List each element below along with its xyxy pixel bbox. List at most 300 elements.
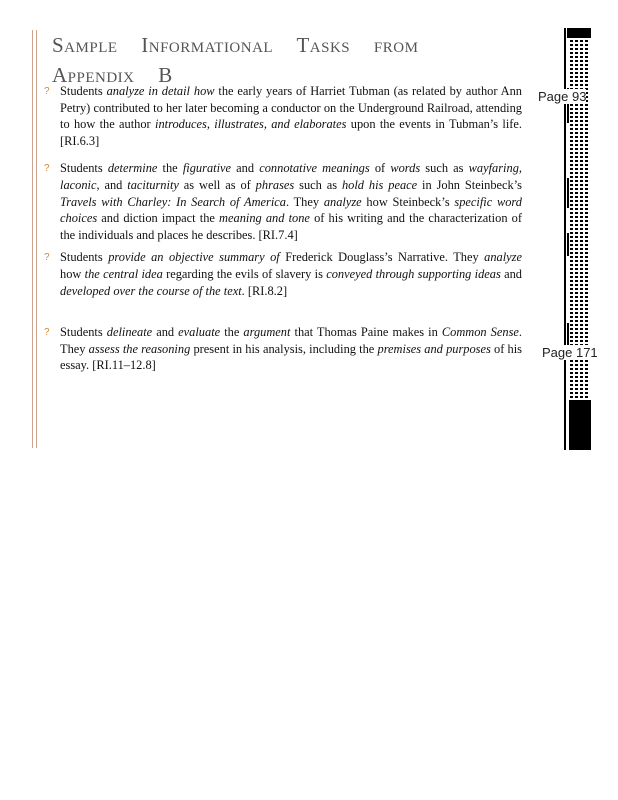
barcode-bar	[585, 292, 588, 294]
text-run: . They	[286, 194, 324, 209]
barcode-bar	[570, 276, 573, 278]
barcode-bar	[570, 112, 573, 114]
emphasized-text: assess the reasoning	[88, 341, 191, 356]
barcode-bar	[580, 332, 583, 334]
barcode-bar	[585, 164, 588, 166]
barcode-bar	[570, 320, 573, 322]
barcode-bar	[575, 256, 578, 258]
barcode-bar	[575, 208, 578, 210]
barcode-bar	[580, 196, 583, 198]
barcode-bar	[580, 340, 583, 342]
barcode-bar	[575, 164, 578, 166]
barcode-bar	[580, 244, 583, 246]
barcode-bar	[575, 56, 578, 58]
barcode-bar	[575, 296, 578, 298]
task-item	[44, 83, 522, 149]
barcode-bar	[585, 228, 588, 230]
emphasized-text: hold his peace	[341, 177, 418, 192]
barcode-bar	[575, 108, 578, 110]
barcode-bar	[570, 336, 573, 338]
barcode-bar	[580, 204, 583, 206]
barcode-bar	[567, 323, 569, 346]
task-list	[44, 83, 522, 374]
barcode-bar	[580, 264, 583, 266]
barcode-bar	[585, 376, 588, 378]
barcode-bar	[570, 84, 573, 86]
barcode-bar	[570, 288, 573, 290]
barcode-bar	[580, 380, 583, 382]
barcode-bar	[575, 112, 578, 114]
barcode-bar	[585, 184, 588, 186]
barcode-bar	[575, 392, 578, 394]
margin-rule-inner	[36, 30, 37, 448]
barcode-bar	[575, 196, 578, 198]
barcode-bar	[575, 364, 578, 366]
barcode-bar	[580, 64, 583, 66]
barcode-bar	[570, 280, 573, 282]
text-run: how Steinbeck’s	[361, 194, 455, 209]
barcode-bar	[585, 256, 588, 258]
barcode-bar	[570, 148, 573, 150]
barcode-bar	[585, 68, 588, 70]
barcode-bar	[580, 392, 583, 394]
page-title: Sample Informational Tasks from Appendix B	[52, 33, 419, 87]
barcode-bar	[570, 124, 573, 126]
barcode-bar	[580, 284, 583, 286]
barcode-bar	[575, 248, 578, 250]
barcode-bar	[575, 236, 578, 238]
barcode-bar	[575, 320, 578, 322]
barcode-bar	[580, 48, 583, 50]
barcode-bar	[585, 64, 588, 66]
emphasized-text: argument	[243, 325, 291, 340]
barcode-bar	[585, 48, 588, 50]
barcode-bar	[580, 308, 583, 310]
barcode-bar	[575, 324, 578, 326]
barcode-bar	[580, 316, 583, 318]
barcode-bar	[580, 188, 583, 190]
barcode-bar	[580, 368, 583, 370]
barcode-bar	[580, 396, 583, 398]
barcode-bar	[575, 240, 578, 242]
text-run: as well as of	[178, 177, 256, 192]
barcode-bar	[580, 300, 583, 302]
barcode-bar	[585, 320, 588, 322]
task-item	[44, 324, 522, 374]
emphasized-text: analyze	[484, 250, 522, 265]
bullet-icon: ?	[44, 163, 50, 175]
barcode-bar	[585, 300, 588, 302]
bullet-icon: ?	[44, 252, 50, 264]
barcode-bar	[580, 276, 583, 278]
barcode-bar	[585, 156, 588, 158]
barcode-bar	[580, 212, 583, 214]
barcode-bar	[585, 276, 588, 278]
barcode-bar	[580, 84, 583, 86]
bullet-icon: ?	[44, 327, 50, 339]
barcode-bar	[570, 296, 573, 298]
barcode-bar	[580, 164, 583, 166]
task-text	[60, 325, 522, 372]
barcode-bar	[575, 200, 578, 202]
barcode-bar	[570, 268, 573, 270]
barcode-bar	[567, 233, 569, 256]
barcode-bar	[575, 136, 578, 138]
barcode-bar	[575, 252, 578, 254]
barcode-bar	[575, 228, 578, 230]
barcode-bar	[580, 68, 583, 70]
emphasized-text: delineate	[106, 325, 153, 340]
barcode-bar	[585, 212, 588, 214]
barcode-bar	[575, 188, 578, 190]
barcode-bar	[585, 364, 588, 366]
text-run: the early years of Harriet Tubman (as related by author Ann Petry) contributed to her later becoming a conductor on the Underground Railroad, attending to how the author	[60, 84, 523, 132]
barcode-bar	[570, 300, 573, 302]
barcode-bar	[585, 316, 588, 318]
barcode-bar	[580, 292, 583, 294]
barcode-bar	[570, 392, 573, 394]
emphasized-text: determine	[107, 161, 158, 176]
barcode-bar	[580, 132, 583, 134]
barcode-bar	[575, 172, 578, 174]
barcode-bar	[570, 228, 573, 230]
barcode-bar	[575, 276, 578, 278]
barcode-bar	[580, 256, 583, 258]
barcode-bar	[585, 104, 588, 106]
text-run: . They	[60, 325, 522, 356]
barcode-bar	[580, 136, 583, 138]
barcode-bar	[570, 192, 573, 194]
barcode-bar	[580, 336, 583, 338]
barcode-bar	[575, 388, 578, 390]
barcode-bar	[585, 112, 588, 114]
barcode-bar	[575, 284, 578, 286]
barcode-bar	[575, 328, 578, 330]
barcode-bar	[585, 136, 588, 138]
barcode-bar	[570, 324, 573, 326]
barcode-bar	[570, 128, 573, 130]
barcode-bar	[580, 116, 583, 118]
page-reference-label: Page 171	[542, 345, 598, 360]
emphasized-text: phrases	[255, 177, 295, 192]
barcode-bar	[570, 252, 573, 254]
barcode-bar	[570, 224, 573, 226]
barcode-bar	[580, 76, 583, 78]
barcode-bar	[585, 216, 588, 218]
barcode-bar	[575, 64, 578, 66]
barcode-bar	[570, 364, 573, 366]
barcode-bar	[575, 168, 578, 170]
barcode-bar	[570, 152, 573, 154]
barcode-bar	[585, 188, 588, 190]
barcode-bar	[580, 180, 583, 182]
barcode-bar	[585, 132, 588, 134]
barcode-bar	[570, 120, 573, 122]
barcode-bar	[580, 140, 583, 142]
text-run: Students	[60, 250, 109, 265]
barcode-bar	[585, 180, 588, 182]
barcode-bar	[585, 388, 588, 390]
barcode-bar	[570, 380, 573, 382]
emphasized-text: provide an objective summary of	[108, 250, 280, 265]
barcode-bar	[585, 392, 588, 394]
barcode-bar	[575, 40, 578, 42]
barcode-bar	[585, 140, 588, 142]
barcode-bar	[575, 376, 578, 378]
text-run: Frederick Douglass’s Narrative. They	[279, 250, 485, 265]
barcode-bar	[580, 288, 583, 290]
barcode-bar	[580, 52, 583, 54]
barcode-bar	[585, 172, 588, 174]
barcode-bar	[580, 320, 583, 322]
barcode-bar	[585, 168, 588, 170]
barcode-bar	[585, 116, 588, 118]
emphasized-text: figurative	[182, 161, 232, 176]
barcode-bar	[575, 60, 578, 62]
barcode-bar	[575, 144, 578, 146]
barcode-bar	[585, 368, 588, 370]
text-run: in John Steinbeck’s	[417, 177, 522, 192]
emphasized-text: specific word choices	[60, 194, 522, 226]
barcode-bar	[585, 304, 588, 306]
emphasized-text: words	[390, 161, 421, 176]
barcode-bar	[580, 312, 583, 314]
barcode-bar	[570, 176, 573, 178]
barcode-bar	[585, 380, 588, 382]
barcode-bar	[580, 160, 583, 162]
barcode-bar	[575, 336, 578, 338]
barcode-bar	[570, 244, 573, 246]
barcode-bar	[580, 60, 583, 62]
barcode-bar	[580, 144, 583, 146]
barcode-bar	[580, 260, 583, 262]
text-run: present in his analysis, including the	[190, 341, 378, 356]
barcode-bar	[570, 180, 573, 182]
barcode-bar	[585, 148, 588, 150]
barcode-bar	[570, 140, 573, 142]
barcode-bar	[580, 184, 583, 186]
barcode-bar	[580, 224, 583, 226]
barcode-bar	[575, 244, 578, 246]
text-run: the	[157, 161, 183, 176]
barcode-bar	[575, 156, 578, 158]
emphasized-text: connotative meanings	[259, 161, 370, 176]
barcode-bar	[575, 192, 578, 194]
barcode-bar	[575, 48, 578, 50]
barcode-bar	[585, 208, 588, 210]
text-run: such as	[420, 161, 469, 176]
barcode-bar	[585, 152, 588, 154]
barcode-bar	[570, 116, 573, 118]
barcode-bar	[570, 160, 573, 162]
barcode-bar	[580, 240, 583, 242]
emphasized-text: evaluate	[178, 325, 221, 340]
barcode-bar	[580, 108, 583, 110]
barcode-bar	[585, 324, 588, 326]
barcode-bar	[575, 360, 578, 362]
emphasized-text: premises and purposes	[377, 341, 491, 356]
barcode-bar	[585, 248, 588, 250]
barcode-bar	[585, 372, 588, 374]
barcode-bar	[570, 184, 573, 186]
barcode-bar	[575, 124, 578, 126]
barcode-bar	[575, 340, 578, 342]
barcode-bar	[575, 232, 578, 234]
barcode-bar	[570, 72, 573, 74]
barcode-bar	[567, 178, 569, 208]
barcode-bar	[575, 76, 578, 78]
barcode-bar	[585, 220, 588, 222]
barcode-bar	[575, 316, 578, 318]
barcode-bar	[585, 252, 588, 254]
barcode-bar	[585, 196, 588, 198]
barcode-bar	[580, 176, 583, 178]
text-run: and	[152, 325, 179, 340]
barcode-bar	[570, 40, 573, 42]
barcode-bar	[570, 308, 573, 310]
barcode-bar	[580, 208, 583, 210]
barcode-bar	[570, 360, 573, 362]
barcode-bar	[575, 384, 578, 386]
text-run: of	[369, 161, 391, 176]
barcode-bar	[570, 220, 573, 222]
barcode-bar	[585, 312, 588, 314]
barcode-bar	[575, 140, 578, 142]
barcode-bar	[575, 368, 578, 370]
barcode-bar	[585, 360, 588, 362]
barcode-bar	[570, 136, 573, 138]
barcode-bar	[575, 104, 578, 106]
barcode-bar	[585, 124, 588, 126]
text-run: regarding the evils of slavery is	[162, 266, 327, 281]
text-run: that Thomas Paine makes in	[290, 325, 442, 340]
barcode-bar	[585, 236, 588, 238]
barcode-bar	[570, 292, 573, 294]
barcode-bar	[585, 160, 588, 162]
barcode-bar	[575, 288, 578, 290]
barcode-bar	[585, 76, 588, 78]
barcode-bar	[570, 172, 573, 174]
barcode-bar	[585, 192, 588, 194]
barcode-bar	[570, 264, 573, 266]
barcode-bar	[585, 296, 588, 298]
barcode-bar	[570, 236, 573, 238]
barcode-bar	[570, 64, 573, 66]
barcode-bar	[580, 372, 583, 374]
barcode-bar	[585, 44, 588, 46]
emphasized-text: analyze	[323, 194, 362, 209]
barcode-bar	[585, 56, 588, 58]
barcode-bar	[570, 80, 573, 82]
barcode-bar	[575, 176, 578, 178]
barcode-bar	[575, 212, 578, 214]
emphasized-text: meaning and tone	[219, 211, 310, 226]
barcode-bar	[570, 388, 573, 390]
barcode-bar	[570, 204, 573, 206]
barcode-bar	[580, 152, 583, 154]
barcode-bar	[575, 132, 578, 134]
barcode-bar	[570, 68, 573, 70]
barcode-bar	[570, 132, 573, 134]
barcode-bar	[570, 240, 573, 242]
emphasized-text: developed over the course of the text	[60, 283, 242, 298]
barcode-bar	[570, 168, 573, 170]
barcode-bar	[570, 232, 573, 234]
barcode-bar	[585, 264, 588, 266]
emphasized-text: introduces, illustrates, and elaborates	[155, 117, 347, 132]
barcode-bar	[570, 144, 573, 146]
task-text	[60, 84, 522, 148]
barcode-bar	[580, 72, 583, 74]
barcode-bar	[570, 316, 573, 318]
barcode-bar	[585, 144, 588, 146]
barcode-bar	[585, 120, 588, 122]
barcode-bar	[585, 128, 588, 130]
barcode-bar	[575, 68, 578, 70]
barcode-bar	[570, 284, 573, 286]
text-run: such as	[294, 177, 342, 192]
barcode-bar	[585, 384, 588, 386]
barcode-bar	[575, 216, 578, 218]
text-run: Students	[60, 84, 107, 98]
barcode-bar	[570, 52, 573, 54]
barcode-bar	[570, 188, 573, 190]
barcode-bar	[567, 28, 591, 38]
barcode-bar	[585, 336, 588, 338]
barcode-bar	[570, 104, 573, 106]
barcode-bar	[570, 48, 573, 50]
emphasized-text: wayfaring, laconic	[60, 161, 522, 192]
barcode-bar	[570, 332, 573, 334]
barcode-bar	[570, 376, 573, 378]
barcode-bar	[570, 208, 573, 210]
barcode-bar	[580, 220, 583, 222]
barcode-bar	[585, 80, 588, 82]
barcode-bar	[580, 248, 583, 250]
barcode-bar	[575, 52, 578, 54]
barcode-bar	[570, 156, 573, 158]
barcode-bar	[585, 108, 588, 110]
barcode-bar	[585, 52, 588, 54]
barcode-bar	[585, 176, 588, 178]
barcode-bar	[575, 220, 578, 222]
barcode-bar	[575, 280, 578, 282]
barcode-bar	[575, 300, 578, 302]
barcode-bar	[575, 264, 578, 266]
barcode-bar	[585, 272, 588, 274]
barcode-bar	[580, 44, 583, 46]
barcode-bar	[575, 260, 578, 262]
barcode-bar	[585, 244, 588, 246]
barcode-bar	[580, 200, 583, 202]
barcode-bar	[585, 340, 588, 342]
page-reference-label: Page 93	[538, 89, 587, 104]
barcode-bar	[575, 372, 578, 374]
barcode-bar	[580, 384, 583, 386]
barcode-bar	[580, 120, 583, 122]
text-run: Students	[60, 161, 108, 176]
barcode-bar	[580, 360, 583, 362]
barcode-bar	[585, 232, 588, 234]
barcode-bar	[585, 240, 588, 242]
barcode-bar	[575, 44, 578, 46]
barcode-bar	[585, 84, 588, 86]
barcode-bar	[585, 268, 588, 270]
barcode-bar	[575, 332, 578, 334]
barcode-bar	[570, 384, 573, 386]
barcode-bar	[575, 160, 578, 162]
barcode-bar	[580, 304, 583, 306]
